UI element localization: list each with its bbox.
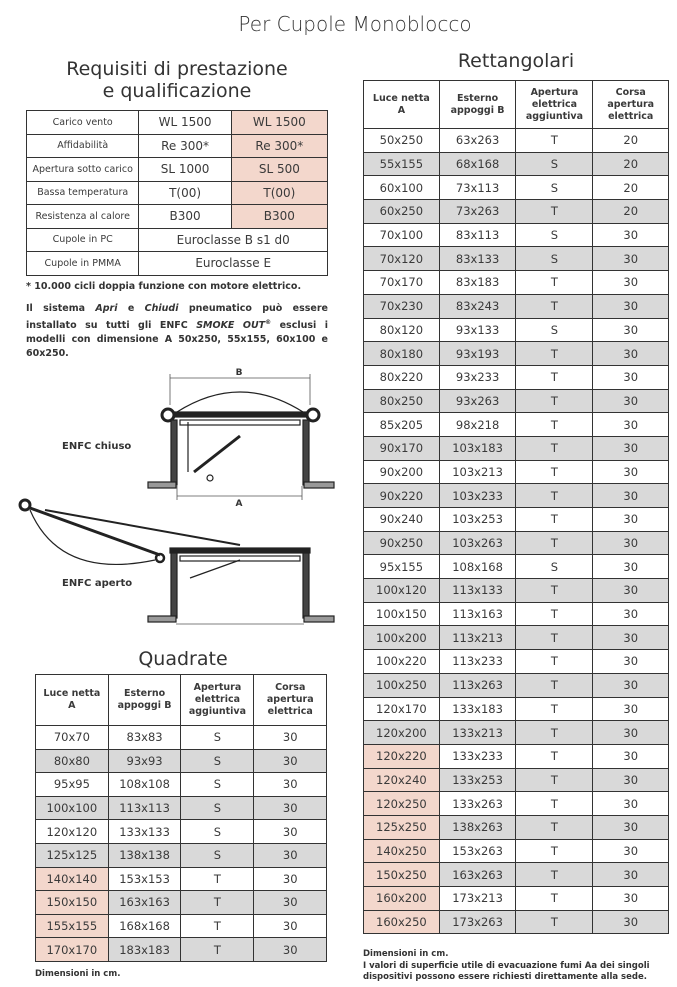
cell-apertura-elettrica: T (181, 891, 254, 915)
cell-corsa: 30 (593, 792, 669, 816)
cell-apertura-elettrica: T (516, 436, 593, 460)
table-row (364, 579, 669, 603)
cell-apertura-elettrica: T (516, 863, 593, 887)
requirement-value-highlight: SL 500 (231, 158, 327, 182)
cell-luce-netta: 90x200 (364, 460, 440, 484)
cell-esterno-appoggi: 68x168 (439, 152, 516, 176)
cell-apertura-elettrica: T (516, 910, 593, 934)
cell-apertura-elettrica: S (516, 247, 593, 271)
cell-corsa: 30 (254, 796, 327, 820)
table-row (364, 910, 669, 934)
cell-luce-netta: 120x170 (364, 697, 440, 721)
cell-esterno-appoggi: 73x263 (439, 200, 516, 224)
cell-corsa: 30 (593, 744, 669, 768)
cell-esterno-appoggi: 163x163 (108, 891, 181, 915)
requirement-label: Cupole in PC (27, 228, 139, 252)
cell-luce-netta: 100x250 (364, 673, 440, 697)
cell-corsa: 30 (593, 910, 669, 934)
cell-apertura-elettrica: S (516, 555, 593, 579)
cell-luce-netta: 70x170 (364, 271, 440, 295)
table-row (364, 744, 669, 768)
cell-esterno-appoggi: 103x233 (439, 484, 516, 508)
rettangolari-title: Rettangolari (457, 50, 575, 72)
table-row (364, 863, 669, 887)
cell-luce-netta: 95x155 (364, 555, 440, 579)
cell-corsa: 30 (593, 815, 669, 839)
header-luce-netta: Luce netta A (364, 81, 440, 129)
table-row (364, 650, 669, 674)
cell-esterno-appoggi: 153x263 (439, 839, 516, 863)
header-esterno-appoggi: Esterno appoggi B (439, 81, 516, 129)
installation-note (26, 302, 328, 361)
cell-apertura-elettrica: T (516, 129, 593, 153)
cell-luce-netta: 95x95 (36, 773, 109, 797)
cell-luce-netta: 80x80 (36, 749, 109, 773)
cell-apertura-elettrica: T (516, 744, 593, 768)
table-row (364, 484, 669, 508)
cell-esterno-appoggi: 93x193 (439, 342, 516, 366)
table-row (364, 365, 669, 389)
cell-esterno-appoggi: 103x213 (439, 460, 516, 484)
cell-corsa: 30 (593, 271, 669, 295)
cell-luce-netta: 150x150 (36, 891, 109, 915)
requirement-value: Re 300* (139, 134, 231, 158)
cell-luce-netta: 160x250 (364, 910, 440, 934)
cell-corsa: 30 (593, 389, 669, 413)
header-corsa-apertura: Corsa apertura elettrica (254, 675, 327, 726)
cell-corsa: 20 (593, 129, 669, 153)
cell-esterno-appoggi: 63x263 (439, 129, 516, 153)
cell-apertura-elettrica: T (181, 914, 254, 938)
cell-esterno-appoggi: 153x153 (108, 867, 181, 891)
table-row (36, 867, 327, 891)
cell-luce-netta: 100x150 (364, 602, 440, 626)
rettangolari-notes (363, 949, 671, 984)
cell-luce-netta: 70x100 (364, 223, 440, 247)
cell-esterno-appoggi: 98x218 (439, 413, 516, 437)
table-row (364, 697, 669, 721)
requirement-row (27, 205, 328, 229)
note-part1: Il sistema (26, 303, 96, 314)
header-apertura-elettrica: Apertura elettrica aggiuntiva (516, 81, 593, 129)
cell-apertura-elettrica: T (516, 531, 593, 555)
cell-esterno-appoggi: 138x263 (439, 815, 516, 839)
cell-luce-netta: 170x170 (36, 938, 109, 962)
requirements-footnote: * 10.000 cicli doppia funzione con motore elettrico. (26, 281, 302, 292)
requirement-row (27, 181, 328, 205)
cell-luce-netta: 90x170 (364, 436, 440, 460)
table-row (364, 436, 669, 460)
requirement-value: Euroclasse E (139, 252, 328, 276)
cell-luce-netta: 70x230 (364, 294, 440, 318)
requirement-value: WL 1500 (139, 111, 231, 135)
cell-apertura-elettrica: T (516, 200, 593, 224)
cell-apertura-elettrica: T (516, 887, 593, 911)
rettangolari-table (363, 80, 669, 934)
table-header-row (36, 675, 327, 726)
requirement-value-highlight: T(00) (231, 181, 327, 205)
requirement-label: Resistenza al calore (27, 205, 139, 229)
cell-corsa: 30 (254, 773, 327, 797)
cell-esterno-appoggi: 113x133 (439, 579, 516, 603)
cell-luce-netta: 150x250 (364, 863, 440, 887)
table-row (36, 820, 327, 844)
cell-esterno-appoggi: 133x183 (439, 697, 516, 721)
requirements-title-line2: e qualificazione (102, 80, 252, 102)
cell-esterno-appoggi: 108x168 (439, 555, 516, 579)
cell-corsa: 30 (593, 555, 669, 579)
note-part3: esclusi i modelli con dimensione A 50x250, 55x155, 60x100 e 60x250. (26, 320, 328, 360)
quadrate-dimension-note: Dimensioni in cm. (35, 969, 121, 979)
table-row (36, 843, 327, 867)
cell-esterno-appoggi: 83x133 (439, 247, 516, 271)
cell-luce-netta: 160x200 (364, 887, 440, 911)
cell-luce-netta: 80x120 (364, 318, 440, 342)
cell-apertura-elettrica: S (181, 796, 254, 820)
cell-esterno-appoggi: 93x263 (439, 389, 516, 413)
cell-luce-netta: 90x250 (364, 531, 440, 555)
table-row (364, 839, 669, 863)
cell-apertura-elettrica: T (516, 508, 593, 532)
note-e: e (117, 303, 145, 314)
cell-apertura-elettrica: T (516, 815, 593, 839)
table-row (364, 792, 669, 816)
cell-apertura-elettrica: T (516, 484, 593, 508)
cell-luce-netta: 125x250 (364, 815, 440, 839)
table-row (364, 460, 669, 484)
cell-luce-netta: 90x240 (364, 508, 440, 532)
table-row (36, 938, 327, 962)
cell-corsa: 30 (593, 342, 669, 366)
requirement-label: Carico vento (27, 111, 139, 135)
requirement-label: Bassa temperatura (27, 181, 139, 205)
cell-esterno-appoggi: 113x213 (439, 626, 516, 650)
cell-corsa: 30 (593, 294, 669, 318)
cell-corsa: 30 (254, 891, 327, 915)
cell-apertura-elettrica: T (516, 342, 593, 366)
cell-apertura-elettrica: S (181, 749, 254, 773)
cell-apertura-elettrica: T (516, 579, 593, 603)
requirement-value-highlight: WL 1500 (231, 111, 327, 135)
cell-corsa: 30 (593, 863, 669, 887)
quadrate-table (35, 674, 327, 962)
cell-luce-netta: 80x180 (364, 342, 440, 366)
cell-esterno-appoggi: 83x83 (108, 726, 181, 750)
quadrate-title: Quadrate (138, 648, 228, 670)
cell-corsa: 30 (593, 579, 669, 603)
cell-esterno-appoggi: 103x253 (439, 508, 516, 532)
cell-corsa: 30 (254, 914, 327, 938)
cell-luce-netta: 140x250 (364, 839, 440, 863)
table-header-row (364, 81, 669, 129)
requirement-value: T(00) (139, 181, 231, 205)
cell-esterno-appoggi: 73x113 (439, 176, 516, 200)
table-row (364, 247, 669, 271)
cell-luce-netta: 70x70 (36, 726, 109, 750)
cell-esterno-appoggi: 103x263 (439, 531, 516, 555)
dim-b-label: B (235, 368, 243, 378)
cell-apertura-elettrica: T (516, 294, 593, 318)
cell-corsa: 30 (593, 436, 669, 460)
cell-luce-netta: 100x120 (364, 579, 440, 603)
cell-apertura-elettrica: T (181, 938, 254, 962)
note-part2: pneumatico può essere installato su tutti gli ENFC (26, 303, 329, 332)
cell-corsa: 30 (593, 673, 669, 697)
cell-luce-netta: 120x200 (364, 721, 440, 745)
cell-esterno-appoggi: 113x163 (439, 602, 516, 626)
rettangolari-values-note: I valori di superficie utile di evacuazione fumi Aa dei singoli dispositivi possono essere richiesti direttamente alla sede. (363, 960, 650, 982)
requirement-row (27, 158, 328, 182)
cell-esterno-appoggi: 113x263 (439, 673, 516, 697)
table-row (364, 721, 669, 745)
cell-corsa: 30 (593, 697, 669, 721)
table-row (364, 223, 669, 247)
requirements-table (26, 110, 328, 276)
cell-corsa: 30 (254, 843, 327, 867)
cell-luce-netta: 80x250 (364, 389, 440, 413)
cell-corsa: 20 (593, 152, 669, 176)
cell-corsa: 30 (254, 820, 327, 844)
cell-corsa: 30 (593, 721, 669, 745)
enfc-open-label: ENFC aperto (62, 578, 133, 589)
cell-apertura-elettrica: S (516, 152, 593, 176)
requirement-value: B300 (139, 205, 231, 229)
cell-corsa: 30 (593, 365, 669, 389)
cell-corsa: 30 (593, 223, 669, 247)
header-apertura-elettrica: Apertura elettrica aggiuntiva (181, 675, 254, 726)
cell-corsa: 30 (593, 413, 669, 437)
cell-apertura-elettrica: T (516, 413, 593, 437)
cell-corsa: 30 (593, 626, 669, 650)
cell-apertura-elettrica: T (516, 721, 593, 745)
cell-esterno-appoggi: 168x168 (108, 914, 181, 938)
table-row (364, 887, 669, 911)
requirement-row (27, 252, 328, 276)
note-smoke-out: SMOKE OUT (196, 320, 266, 332)
cell-luce-netta: 80x220 (364, 365, 440, 389)
requirement-value-highlight: Re 300* (231, 134, 327, 158)
table-row (364, 176, 669, 200)
cell-apertura-elettrica: T (516, 365, 593, 389)
cell-esterno-appoggi: 83x243 (439, 294, 516, 318)
table-row (364, 294, 669, 318)
table-row (36, 891, 327, 915)
table-row (364, 413, 669, 437)
cell-apertura-elettrica: T (516, 460, 593, 484)
table-row (364, 271, 669, 295)
cell-apertura-elettrica: S (516, 223, 593, 247)
requirement-label: Affidabilità (27, 134, 139, 158)
cell-apertura-elettrica: T (516, 673, 593, 697)
cell-corsa: 30 (254, 867, 327, 891)
cell-corsa: 30 (593, 460, 669, 484)
cell-esterno-appoggi: 173x263 (439, 910, 516, 934)
table-row (36, 749, 327, 773)
cell-luce-netta: 85x205 (364, 413, 440, 437)
requirement-value: Euroclasse B s1 d0 (139, 228, 328, 252)
cell-apertura-elettrica: T (516, 389, 593, 413)
cell-apertura-elettrica: S (181, 773, 254, 797)
cell-esterno-appoggi: 93x233 (439, 365, 516, 389)
cell-corsa: 30 (593, 650, 669, 674)
cell-luce-netta: 100x100 (36, 796, 109, 820)
cell-apertura-elettrica: T (516, 602, 593, 626)
cell-apertura-elettrica: T (516, 697, 593, 721)
cell-esterno-appoggi: 183x183 (108, 938, 181, 962)
cell-apertura-elettrica: S (181, 843, 254, 867)
enfc-diagram (10, 360, 340, 635)
cell-corsa: 30 (593, 318, 669, 342)
cell-esterno-appoggi: 103x183 (439, 436, 516, 460)
cell-luce-netta: 50x250 (364, 129, 440, 153)
cell-luce-netta: 70x120 (364, 247, 440, 271)
requirement-row (27, 111, 328, 135)
cell-esterno-appoggi: 93x93 (108, 749, 181, 773)
cell-luce-netta: 140x140 (36, 867, 109, 891)
note-registered: ® (265, 319, 272, 326)
cell-luce-netta: 120x240 (364, 768, 440, 792)
cell-corsa: 30 (593, 768, 669, 792)
table-row (364, 673, 669, 697)
table-row (36, 773, 327, 797)
table-row (364, 389, 669, 413)
header-corsa-apertura: Corsa apertura elettrica (593, 81, 669, 129)
cell-apertura-elettrica: S (516, 318, 593, 342)
table-row (364, 342, 669, 366)
header-luce-netta: Luce netta A (36, 675, 109, 726)
cell-esterno-appoggi: 133x133 (108, 820, 181, 844)
cell-luce-netta: 120x220 (364, 744, 440, 768)
table-row (364, 318, 669, 342)
cell-luce-netta: 125x125 (36, 843, 109, 867)
requirements-title-line1: Requisiti di prestazione (66, 58, 288, 80)
page-title: Per Cupole Monoblocco (238, 12, 472, 36)
cell-esterno-appoggi: 108x108 (108, 773, 181, 797)
table-row (364, 815, 669, 839)
cell-corsa: 30 (593, 887, 669, 911)
cell-luce-netta: 60x250 (364, 200, 440, 224)
cell-esterno-appoggi: 133x213 (439, 721, 516, 745)
cell-luce-netta: 55x155 (364, 152, 440, 176)
cell-apertura-elettrica: T (516, 271, 593, 295)
table-row (364, 555, 669, 579)
cell-corsa: 20 (593, 200, 669, 224)
cell-esterno-appoggi: 83x113 (439, 223, 516, 247)
cell-corsa: 30 (593, 484, 669, 508)
cell-corsa: 30 (593, 839, 669, 863)
table-row (36, 914, 327, 938)
cell-esterno-appoggi: 138x138 (108, 843, 181, 867)
requirements-title (22, 58, 332, 102)
requirement-row (27, 134, 328, 158)
header-esterno-appoggi: Esterno appoggi B (108, 675, 181, 726)
table-row (36, 726, 327, 750)
table-row (364, 129, 669, 153)
cell-corsa: 30 (254, 726, 327, 750)
cell-apertura-elettrica: S (516, 176, 593, 200)
table-row (364, 508, 669, 532)
cell-corsa: 30 (593, 508, 669, 532)
cell-corsa: 30 (254, 749, 327, 773)
table-row (364, 200, 669, 224)
cell-corsa: 20 (593, 176, 669, 200)
cell-esterno-appoggi: 133x233 (439, 744, 516, 768)
rettangolari-dimension-note: Dimensioni in cm. (363, 949, 449, 959)
cell-apertura-elettrica: T (181, 867, 254, 891)
table-row (364, 152, 669, 176)
cell-esterno-appoggi: 133x253 (439, 768, 516, 792)
cell-esterno-appoggi: 83x183 (439, 271, 516, 295)
cell-esterno-appoggi: 113x233 (439, 650, 516, 674)
requirement-value: SL 1000 (139, 158, 231, 182)
cell-apertura-elettrica: T (516, 650, 593, 674)
requirement-row (27, 228, 328, 252)
cell-apertura-elettrica: T (516, 792, 593, 816)
enfc-open-drawing (20, 500, 334, 624)
cell-luce-netta: 155x155 (36, 914, 109, 938)
enfc-closed-label: ENFC chiuso (62, 441, 132, 452)
cell-corsa: 30 (593, 247, 669, 271)
cell-apertura-elettrica: S (181, 820, 254, 844)
cell-esterno-appoggi: 133x263 (439, 792, 516, 816)
cell-apertura-elettrica: T (516, 768, 593, 792)
note-chiudi: Chiudi (144, 303, 179, 314)
table-row (36, 796, 327, 820)
note-apri: Apri (95, 303, 118, 314)
table-row (364, 531, 669, 555)
table-row (364, 626, 669, 650)
cell-luce-netta: 120x120 (36, 820, 109, 844)
enfc-closed-drawing (148, 374, 334, 500)
requirement-label: Apertura sotto carico (27, 158, 139, 182)
cell-corsa: 30 (254, 938, 327, 962)
cell-luce-netta: 100x220 (364, 650, 440, 674)
requirement-value-highlight: B300 (231, 205, 327, 229)
cell-corsa: 30 (593, 602, 669, 626)
cell-esterno-appoggi: 173x213 (439, 887, 516, 911)
cell-corsa: 30 (593, 531, 669, 555)
cell-apertura-elettrica: T (516, 626, 593, 650)
requirement-label: Cupole in PMMA (27, 252, 139, 276)
cell-esterno-appoggi: 113x113 (108, 796, 181, 820)
cell-apertura-elettrica: T (516, 839, 593, 863)
cell-luce-netta: 90x220 (364, 484, 440, 508)
table-row (364, 602, 669, 626)
table-row (364, 768, 669, 792)
cell-esterno-appoggi: 93x133 (439, 318, 516, 342)
cell-luce-netta: 120x250 (364, 792, 440, 816)
cell-esterno-appoggi: 163x263 (439, 863, 516, 887)
cell-luce-netta: 100x200 (364, 626, 440, 650)
dim-a-label: A (235, 499, 243, 509)
cell-apertura-elettrica: S (181, 726, 254, 750)
cell-luce-netta: 60x100 (364, 176, 440, 200)
